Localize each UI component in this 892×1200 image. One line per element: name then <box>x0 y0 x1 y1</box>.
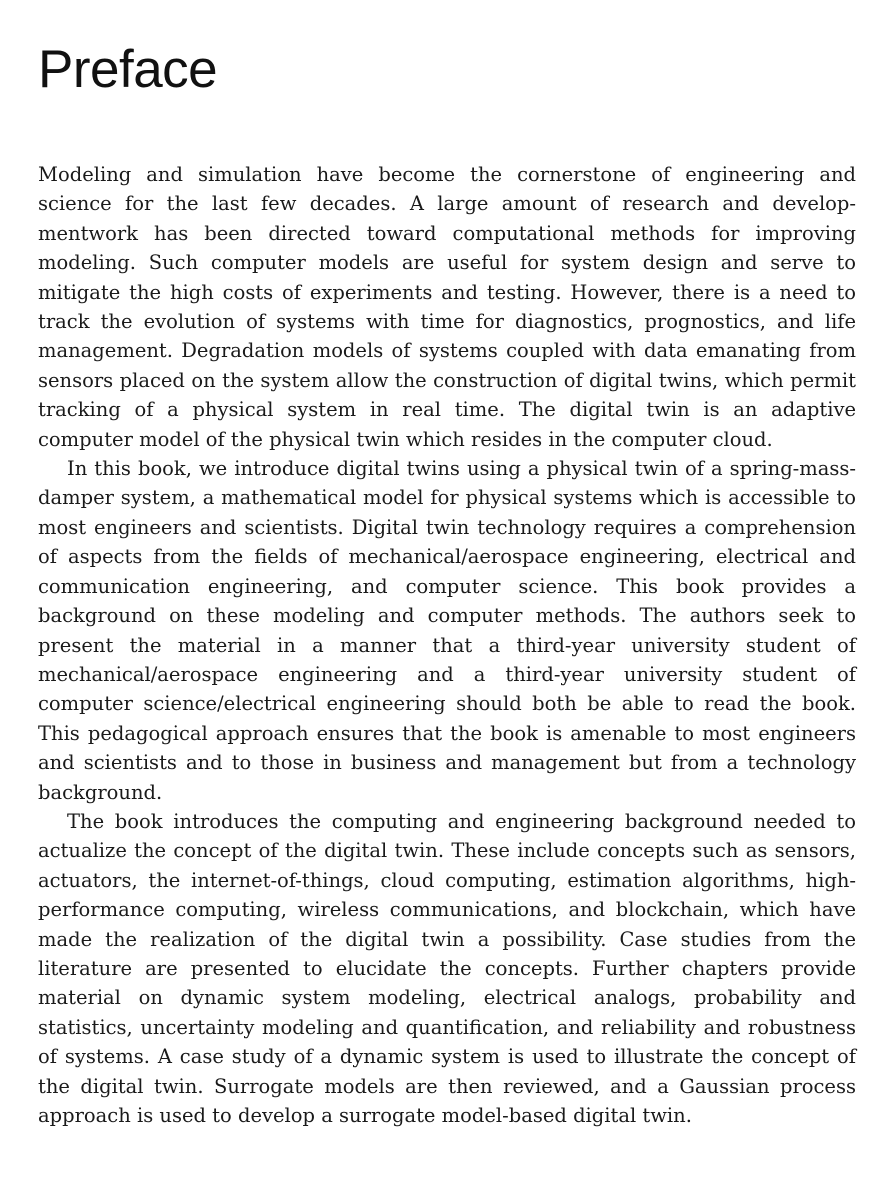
preface-body <box>38 160 856 1130</box>
page-title: Preface <box>38 40 218 99</box>
paragraph-1: Modeling and simulation have become the cornerstone of engineering and science for the last few decades. A large amount of research and developmentwork has been directed toward computational methods for improving modeling. Such computer models are useful for system design and serve to mitigate the high costs of experiments and testing. However, there is a need to track the evolution of systems with time for diagnostics, prognostics, and life management. Degradation models of systems coupled with data emanating from sensors placed on the system allow the construction of digital twins, which permit tracking of a physical system in real time. The digital twin is an adaptive computer model of the physical twin which resides in the computer cloud. <box>38 163 856 451</box>
paragraph-2: In this book, we introduce digital twins using a physical twin of a spring-mass-damper system, a mathematical model for physical systems which is accessible to most engineers and scientists. Digital twin technology requires a comprehension of aspects from the fields of mechanical/aerospace engineering, electrical and communication engineering, and computer science. This book provides a background on these modeling and computer methods. The authors seek to present the material in a manner that a third-year university student of mechanical/aerospace engineering and a third-year university student of computer science/electrical engineering should both be able to read the book. This pedagogical approach ensures that the book is amenable to most engineers and scientists and to those in business and management but from a technology background. <box>38 457 856 804</box>
paragraph-3: The book introduces the computing and engineering background needed to actualize the concept of the digital twin. These include concepts such as sensors, actuators, the internet-of-things, cloud computing, estimation algorithms, high-performance computing, wireless communications, and blockchain, which have made the realization of the digital twin a possibility. Case studies from the literature are presented to elucidate the concepts. Further chapters provide material on dynamic system modeling, electrical analogs, probability and statistics, uncertainty modeling and quantification, and reliability and robustness of systems. A case study of a dynamic system is used to illustrate the concept of the digital twin. Surrogate models are then reviewed, and a Gaussian process approach is used to develop a surrogate model-based digital twin. <box>38 809 856 1127</box>
